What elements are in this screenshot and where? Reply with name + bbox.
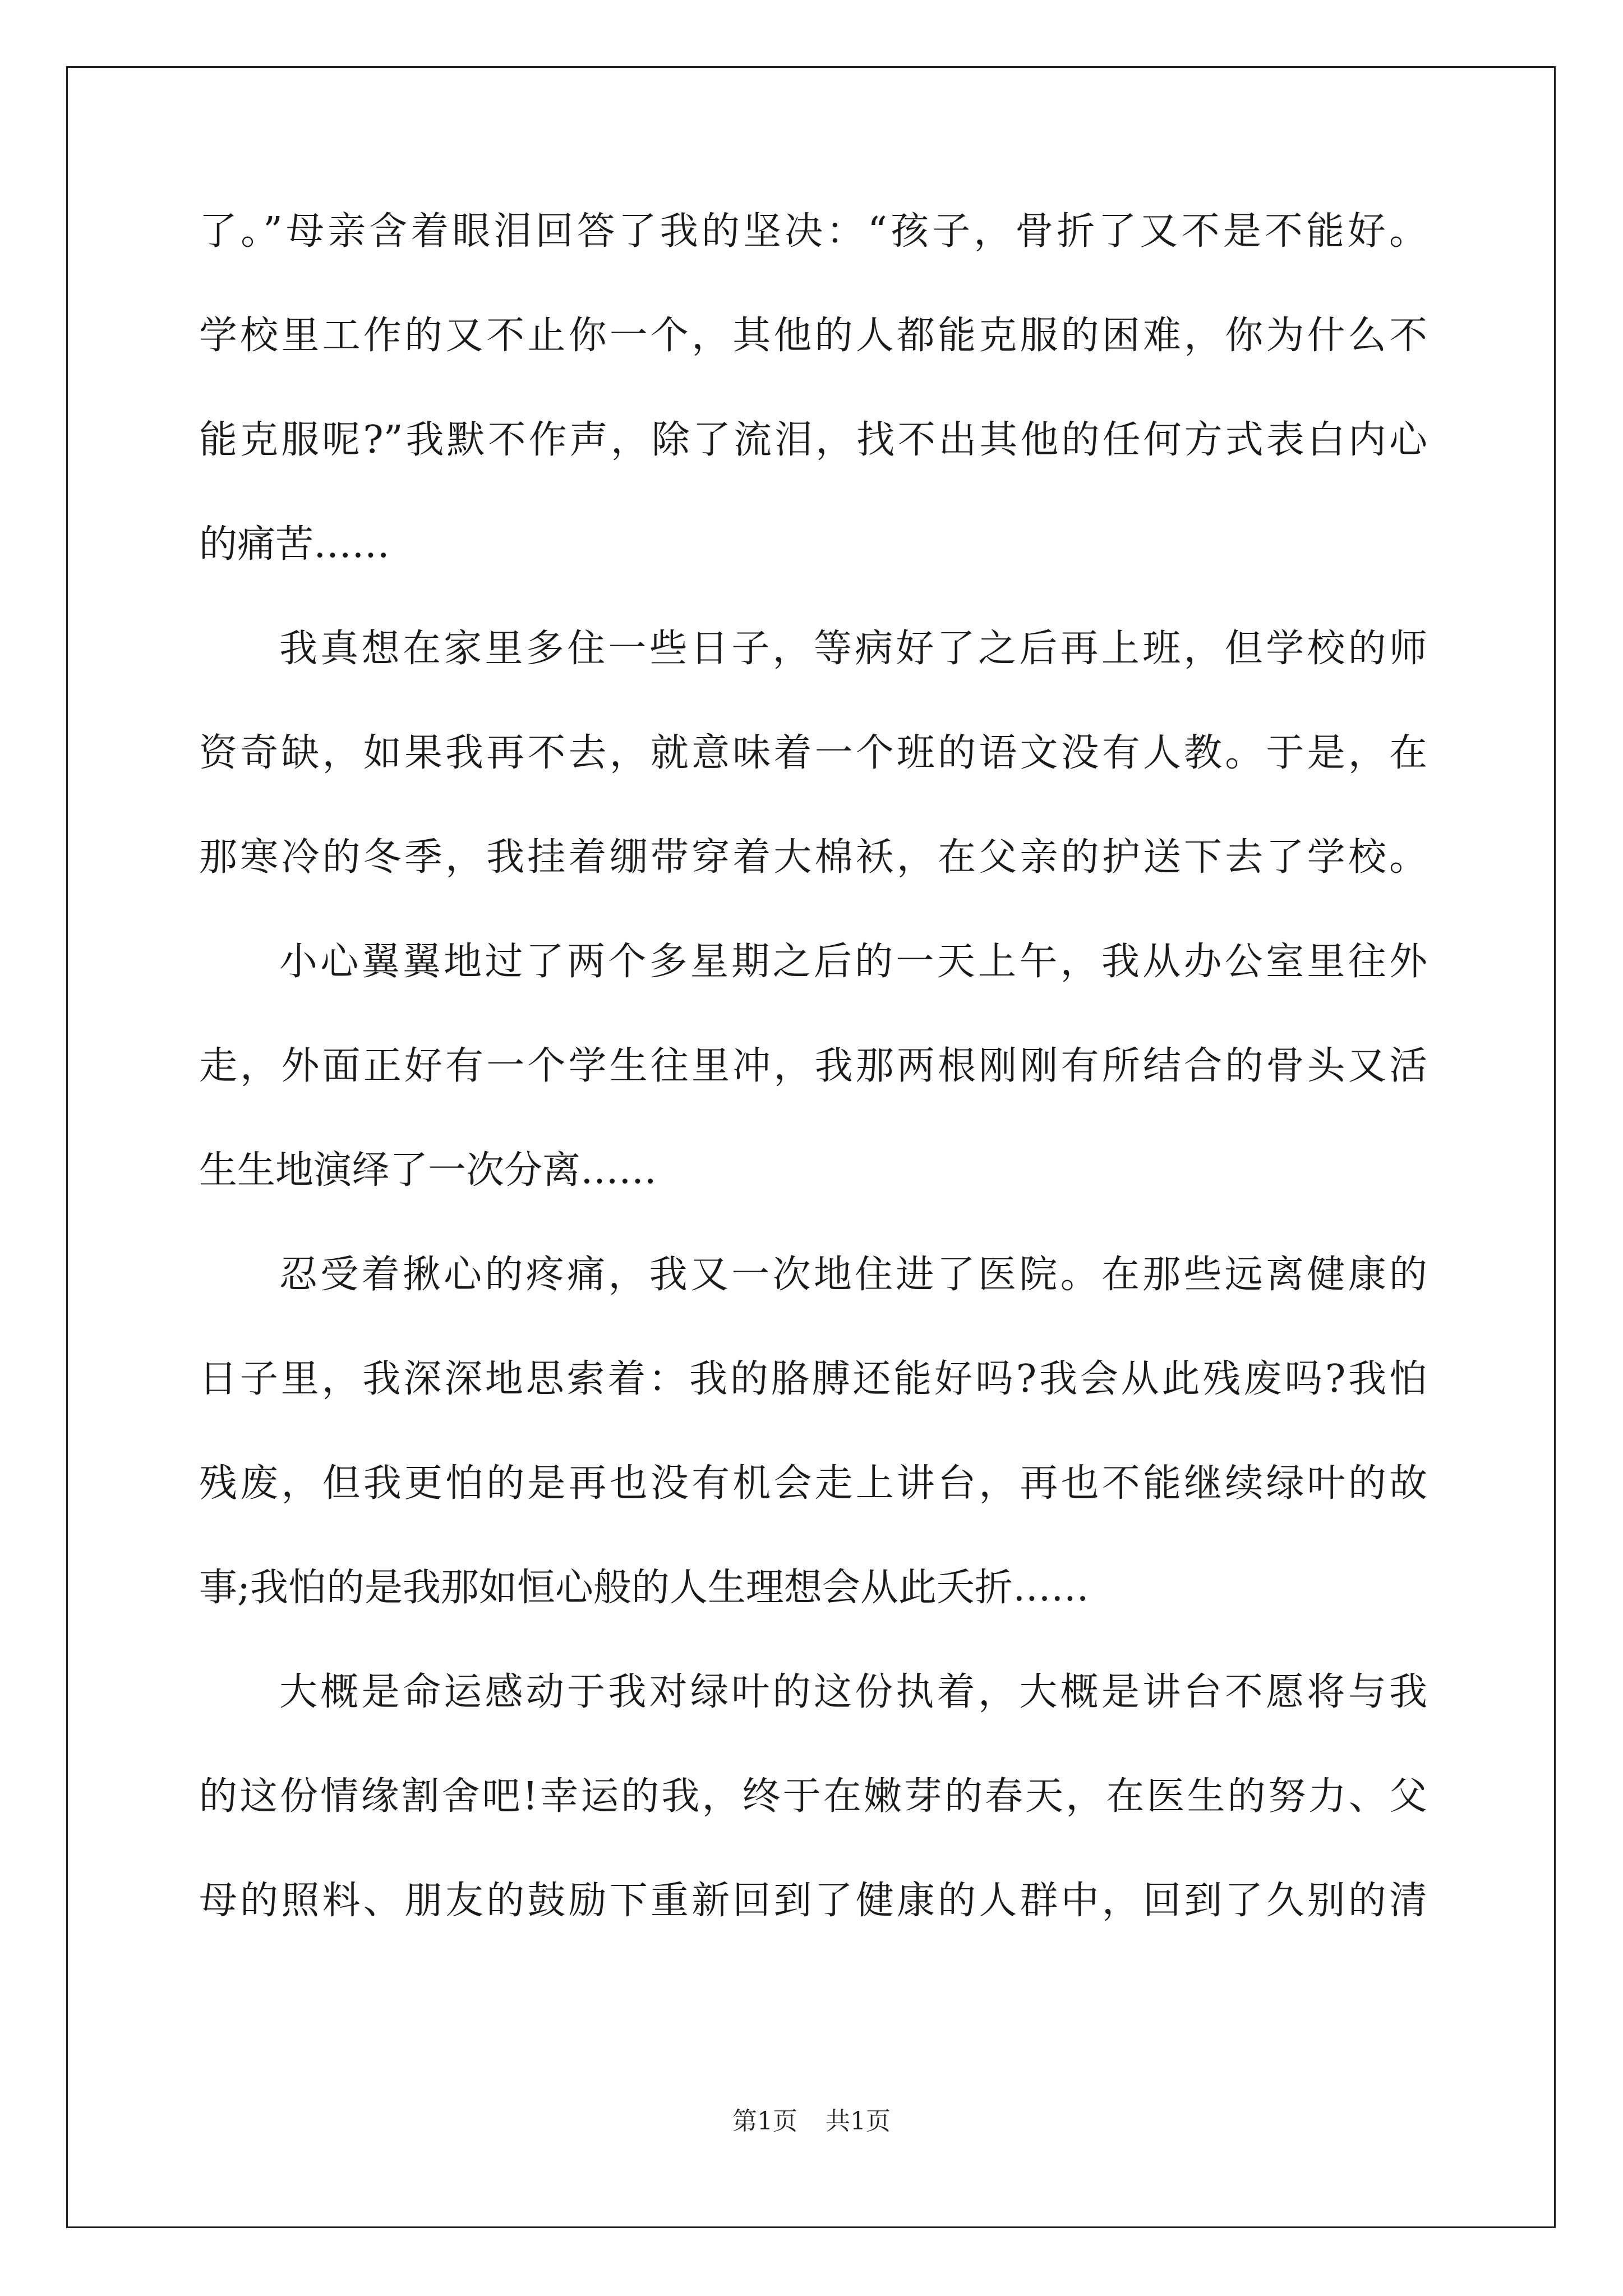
text-line: 了。”母亲含着眼泪回答了我的坚决：“孩子，骨折了又不是不能好。 <box>199 209 1427 254</box>
text-line: 大概是命运感动于我对绿叶的这份执着，大概是讲台不愿将与我 <box>279 1670 1427 1714</box>
text-line: 的痛苦…… <box>199 522 390 567</box>
text-line: 忍受着揪心的疼痛，我又一次地住进了医院。在那些远离健康的 <box>279 1253 1427 1297</box>
text-line: 的这份情缘割舍吧!幸运的我，终于在嫩芽的春天，在医生的努力、父 <box>199 1774 1427 1819</box>
text-line: 残废，但我更怕的是再也没有机会走上讲台，再也不能继续绿叶的故 <box>199 1461 1427 1506</box>
text-line: 能克服呢?”我默不作声，除了流泪，找不出其他的任何方式表白内心 <box>199 418 1427 462</box>
text-line: 那寒冷的冬季，我挂着绷带穿着大棉袄，在父亲的护送下去了学校。 <box>199 835 1427 880</box>
text-line: 资奇缺，如果我再不去，就意味着一个班的语文没有人教。于是，在 <box>199 731 1427 775</box>
page-footer <box>0 2105 1623 2138</box>
text-line: 我真想在家里多住一些日子，等病好了之后再上班，但学校的师 <box>279 627 1427 671</box>
page-number: 第1页 <box>732 2107 797 2136</box>
text-line: 小心翼翼地过了两个多星期之后的一天上午，我从办公室里往外 <box>279 940 1427 984</box>
document-body <box>199 180 1427 1953</box>
text-line: 日子里，我深深地思索着：我的胳膊还能好吗?我会从此残废吗?我怕 <box>199 1357 1427 1401</box>
text-line: 生生地演绎了一次分离…… <box>199 1148 657 1193</box>
page-total: 共1页 <box>826 2107 891 2136</box>
text-line: 走，外面正好有一个学生往里冲，我那两根刚刚有所结合的骨头又活 <box>199 1044 1427 1088</box>
text-line: 学校里工作的又不止你一个，其他的人都能克服的困难，你为什么不 <box>199 314 1427 358</box>
text-line: 母的照料、朋友的鼓励下重新回到了健康的人群中，回到了久别的清 <box>199 1879 1427 1923</box>
text-line: 事;我怕的是我那如恒心般的人生理想会从此夭折…… <box>199 1566 1089 1610</box>
